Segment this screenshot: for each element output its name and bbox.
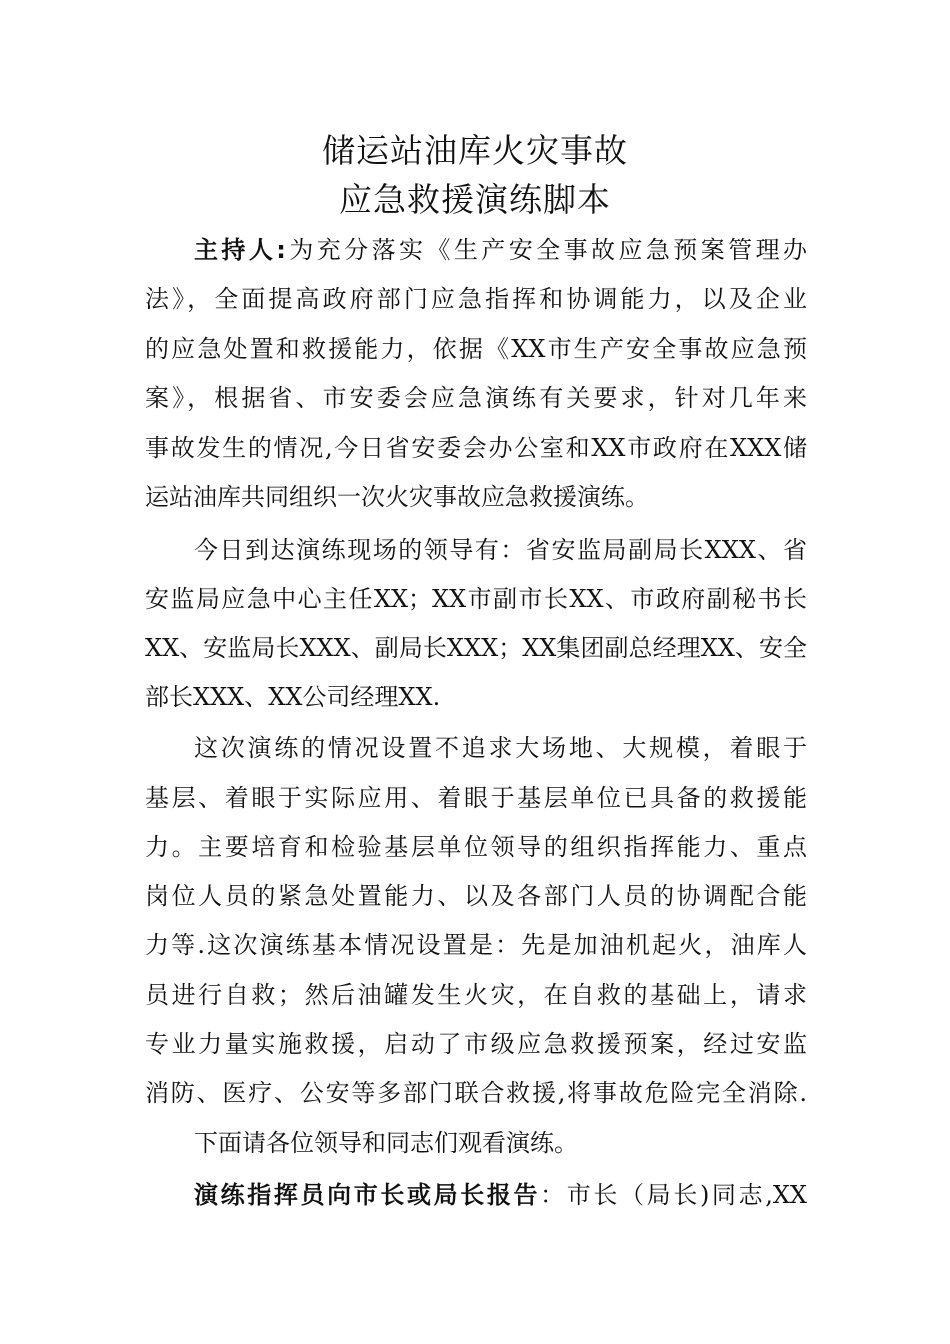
paragraph-line: 力等.这次演练基本情况设置是：先是加油机起火，油库人 xyxy=(145,931,807,959)
paragraph-line: 安监局应急中心主任XX；XX市副市长XX、市政府副秘书长 xyxy=(145,585,807,613)
paragraph-line: 员进行自救；然后油罐发生火灾，在自救的基础上，请求 xyxy=(145,981,807,1009)
paragraph-text: ：市长（局长)同志,XX xyxy=(540,1181,807,1209)
paragraph-line: 力。主要培育和检验基层单位领导的组织指挥能力、重点 xyxy=(145,833,807,861)
paragraph-line: 岗位人员的紧急处置能力、以及各部门人员的协调配合能 xyxy=(145,882,807,910)
paragraph-line: 运站油库共同组织一次火灾事故应急救援演练。 xyxy=(145,483,649,511)
paragraph-line: 的应急处置和救援能力，依据《XX市生产安全事故应急预 xyxy=(145,335,807,363)
paragraph-line: XX、安监局长XXX、副局长XXX；XX集团副总经理XX、安全 xyxy=(145,634,807,662)
paragraph-line: 今日到达演练现场的领导有：省安监局副局长XXX、省 xyxy=(194,536,807,564)
paragraph-text: 为充分落实《生产安全事故应急预案管理办 xyxy=(285,236,807,264)
paragraph-line: 这次演练的情况设置不追求大场地、大规模，着眼于 xyxy=(194,734,807,762)
paragraph-line: 基层、着眼于实际应用、着眼于基层单位已具备的救援能 xyxy=(145,784,807,812)
paragraph-line xyxy=(194,1175,807,1215)
paragraph-line: 下面请各位领导和同志们观看演练。 xyxy=(194,1129,578,1157)
paragraph-line: 事故发生的情况,今日省安委会办公室和XX市政府在XXX储 xyxy=(145,434,807,462)
document-title-line-1: 储运站油库火灾事故 xyxy=(322,131,628,170)
paragraph-line: 法》，全面提高政府部门应急指挥和协调能力，以及企业 xyxy=(145,285,807,313)
document-title-line-2: 应急救援演练脚本 xyxy=(339,180,611,219)
paragraph-line: 消防、医疗、公安等多部门联合救援,将事故危险完全消除. xyxy=(145,1079,807,1107)
paragraph-line: 部长XXX、XX公司经理XX. xyxy=(145,683,441,711)
paragraph-line: 案》，根据省、市安委会应急演练有关要求，针对几年来 xyxy=(145,384,807,412)
speaker-label: 主持人: xyxy=(194,236,286,264)
paragraph-line: 专业力量实施救援，启动了市级应急救援预案，经过安监 xyxy=(145,1030,807,1058)
paragraph-line xyxy=(194,230,807,270)
speaker-label: 演练指挥员向市长或局长报告 xyxy=(194,1181,541,1209)
